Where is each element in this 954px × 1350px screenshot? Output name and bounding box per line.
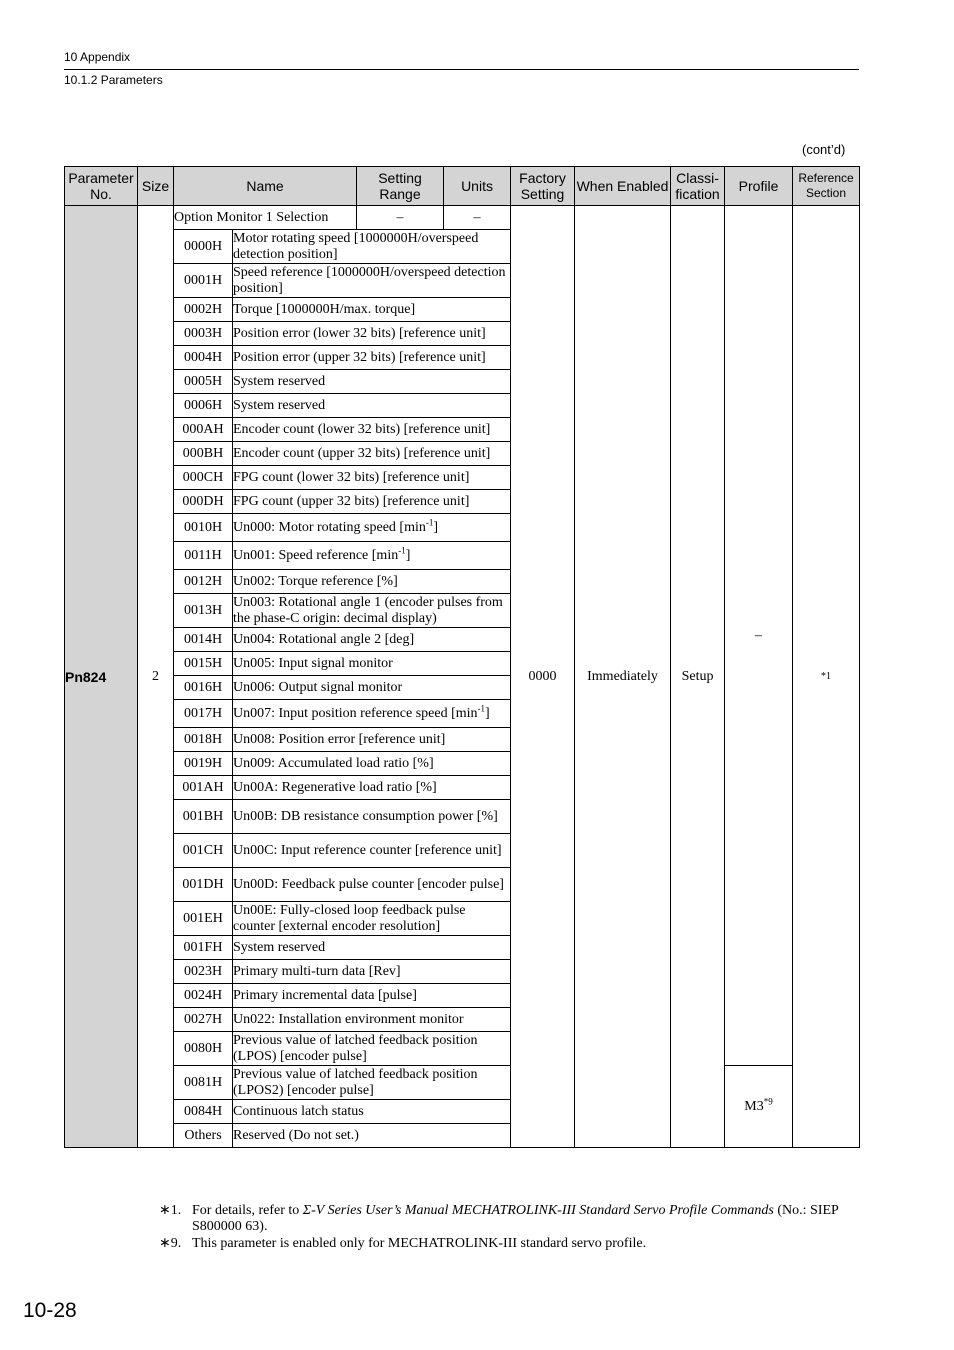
option-code: 001AH	[174, 776, 233, 800]
option-description-text: Torque [1000000H/max. torque]	[233, 301, 416, 317]
col-setting-range: Setting Range	[357, 167, 444, 206]
col-parameter-no: Parameter No.	[65, 167, 138, 206]
option-description	[233, 442, 511, 466]
page-number: 10-28	[23, 1299, 77, 1322]
parameter-table	[64, 166, 860, 1148]
footnote-9	[159, 1236, 859, 1252]
option-description	[233, 570, 511, 594]
profile-m3-value	[725, 1066, 793, 1148]
col-factory-setting: Factory Setting	[511, 167, 575, 206]
option-code: 0017H	[174, 700, 233, 728]
option-code: 000DH	[174, 490, 233, 514]
option-description	[233, 490, 511, 514]
option-description	[233, 936, 511, 960]
units-value: –	[444, 206, 511, 230]
option-description-text: Position error (lower 32 bits) [reference unit]	[233, 325, 486, 341]
option-description-text: Un007: Input position reference speed [min	[233, 705, 478, 721]
option-description-text: Un006: Output signal monitor	[233, 679, 403, 695]
option-code: 0018H	[174, 728, 233, 752]
option-description-text: Previous value of latched feedback position (LPOS) [encoder pulse]	[233, 1032, 478, 1064]
option-row	[65, 1066, 860, 1100]
option-description-text: Un00E: Fully-closed loop feedback pulse counter [external encoder resolution]	[233, 902, 466, 934]
classification-value: Setup	[671, 206, 725, 1148]
footnote-1-manual-title: Σ-V Series User’s Manual MECHATROLINK-III Standard Servo Profile Commands	[302, 1203, 774, 1218]
parameter-title: Option Monitor 1 Selection	[174, 206, 357, 230]
option-code: 0004H	[174, 346, 233, 370]
option-description-text: Continuous latch status	[233, 1103, 364, 1119]
col-units: Units	[444, 167, 511, 206]
option-description-text: Primary incremental data [pulse]	[233, 987, 417, 1003]
option-code: 0019H	[174, 752, 233, 776]
option-description-text: System reserved	[233, 373, 326, 389]
option-code: 0081H	[174, 1066, 233, 1100]
option-description-text: Un00D: Feedback pulse counter [encoder pulse]	[233, 876, 504, 892]
option-code: Others	[174, 1124, 233, 1148]
option-description-text: System reserved	[233, 397, 326, 413]
option-description-text: Un000: Motor rotating speed [min	[233, 519, 426, 535]
option-description-text: Reserved (Do not set.)	[233, 1127, 359, 1143]
setting-range-value: –	[357, 206, 444, 230]
option-code: 0084H	[174, 1100, 233, 1124]
option-description-text: FPG count (upper 32 bits) [reference unit]	[233, 493, 470, 509]
profile-m3-label: M3	[744, 1098, 764, 1114]
option-unit-exponent: -1	[425, 516, 434, 527]
option-code: 0012H	[174, 570, 233, 594]
option-description	[233, 984, 511, 1008]
option-code: 0027H	[174, 1008, 233, 1032]
option-code: 0013H	[174, 594, 233, 628]
option-description	[233, 776, 511, 800]
option-description-text: Un022: Installation environment monitor	[233, 1011, 464, 1027]
option-description-text: Encoder count (lower 32 bits) [reference unit]	[233, 421, 491, 437]
option-description	[233, 264, 511, 298]
option-description	[233, 418, 511, 442]
option-description-text: Speed reference [1000000H/overspeed detection position]	[233, 264, 506, 296]
option-code: 0001H	[174, 264, 233, 298]
col-name: Name	[174, 167, 357, 206]
option-code: 0006H	[174, 394, 233, 418]
profile-m3-note: *9	[763, 1095, 773, 1106]
option-description	[233, 752, 511, 776]
option-description	[233, 628, 511, 652]
option-description	[233, 322, 511, 346]
option-code: 000AH	[174, 418, 233, 442]
option-description	[233, 728, 511, 752]
factory-setting-value: 0000	[511, 206, 575, 1148]
parameter-number: Pn824	[65, 206, 138, 1148]
col-when-enabled: When Enabled	[575, 167, 671, 206]
footnote-9-mark: ∗9.	[159, 1236, 182, 1251]
col-size: Size	[138, 167, 174, 206]
option-description-tail: ]	[433, 519, 439, 535]
option-description-text: Un00C: Input reference counter [reference unit]	[233, 842, 502, 858]
option-unit-exponent: -1	[477, 702, 486, 713]
option-description	[233, 514, 511, 542]
option-description-text: Un00A: Regenerative load ratio [%]	[233, 779, 437, 795]
option-description	[233, 298, 511, 322]
option-code: 000BH	[174, 442, 233, 466]
option-description	[233, 652, 511, 676]
option-description	[233, 800, 511, 834]
option-description	[233, 370, 511, 394]
section-header: 10.1.2 Parameters	[64, 73, 163, 87]
option-description-text: FPG count (lower 32 bits) [reference unit]	[233, 469, 470, 485]
option-code: 0003H	[174, 322, 233, 346]
option-description	[233, 466, 511, 490]
option-description-text: Un002: Torque reference [%]	[233, 573, 398, 589]
profile-value: –	[725, 206, 793, 1066]
option-description-text: Un005: Input signal monitor	[233, 655, 393, 671]
reference-section-value: *1	[793, 206, 860, 1148]
option-description-text: Un008: Position error [reference unit]	[233, 731, 446, 747]
option-description	[233, 1100, 511, 1124]
option-unit-exponent: -1	[398, 544, 406, 555]
option-description-text: Un009: Accumulated load ratio [%]	[233, 755, 434, 771]
option-code: 001EH	[174, 902, 233, 936]
option-code: 0024H	[174, 984, 233, 1008]
option-description-text: Un001: Speed reference [min	[233, 547, 399, 563]
option-description-text: Un004: Rotational angle 2 [deg]	[233, 631, 415, 647]
option-description	[233, 346, 511, 370]
option-description-text: Previous value of latched feedback position (LPOS2) [encoder pulse]	[233, 1066, 478, 1098]
option-description-tail: ]	[485, 705, 490, 721]
option-description	[233, 676, 511, 700]
footnote-9-text: This parameter is enabled only for MECHATROLINK-III standard servo profile.	[192, 1236, 647, 1251]
option-description	[233, 394, 511, 418]
option-description	[233, 902, 511, 936]
option-description	[233, 700, 511, 728]
col-classification: Classi- fication	[671, 167, 725, 206]
option-code: 0000H	[174, 230, 233, 264]
option-description-text: Un003: Rotational angle 1 (encoder pulses from the phase-C origin: decimal display)	[233, 594, 503, 626]
option-description	[233, 960, 511, 984]
option-code: 000CH	[174, 466, 233, 490]
option-code: 001DH	[174, 868, 233, 902]
footnote-1-text: For details, refer to	[192, 1203, 303, 1218]
option-description	[233, 1008, 511, 1032]
option-description-text: Position error (upper 32 bits) [reference unit]	[233, 349, 486, 365]
option-description-text: Un00B: DB resistance consumption power [%]	[233, 808, 498, 824]
footnote-1-doc-number: (No.: SIEP S800000 63).	[192, 1203, 839, 1234]
option-description	[233, 834, 511, 868]
header-rule	[64, 69, 859, 70]
option-code: 001FH	[174, 936, 233, 960]
option-description-text: Encoder count (upper 32 bits) [reference unit]	[233, 445, 491, 461]
option-code: 0023H	[174, 960, 233, 984]
option-description-text: Primary multi-turn data [Rev]	[233, 963, 401, 979]
option-description	[233, 594, 511, 628]
when-enabled-value: Immediately	[575, 206, 671, 1148]
option-description-text: System reserved	[233, 939, 326, 955]
option-description	[233, 1124, 511, 1148]
option-code: 0010H	[174, 514, 233, 542]
parameter-size: 2	[138, 206, 174, 1148]
option-description	[233, 1032, 511, 1066]
option-code: 0080H	[174, 1032, 233, 1066]
col-profile: Profile	[725, 167, 793, 206]
option-code: 001CH	[174, 834, 233, 868]
option-code: 0016H	[174, 676, 233, 700]
option-description-text: Motor rotating speed [1000000H/overspeed detection position]	[233, 230, 479, 262]
option-code: 0015H	[174, 652, 233, 676]
col-reference-section: Reference Section	[793, 167, 860, 206]
continued-label: (cont’d)	[802, 142, 846, 157]
option-code: 001BH	[174, 800, 233, 834]
option-description	[233, 868, 511, 902]
option-description-tail: ]	[405, 547, 411, 563]
option-code: 0005H	[174, 370, 233, 394]
chapter-header: 10 Appendix	[64, 50, 131, 64]
option-description	[233, 230, 511, 264]
option-code: 0014H	[174, 628, 233, 652]
option-description	[233, 542, 511, 570]
footnote-1-mark: ∗1.	[159, 1203, 182, 1218]
option-description	[233, 1066, 511, 1100]
footnote-1	[159, 1203, 859, 1235]
option-code: 0011H	[174, 542, 233, 570]
option-code: 0002H	[174, 298, 233, 322]
